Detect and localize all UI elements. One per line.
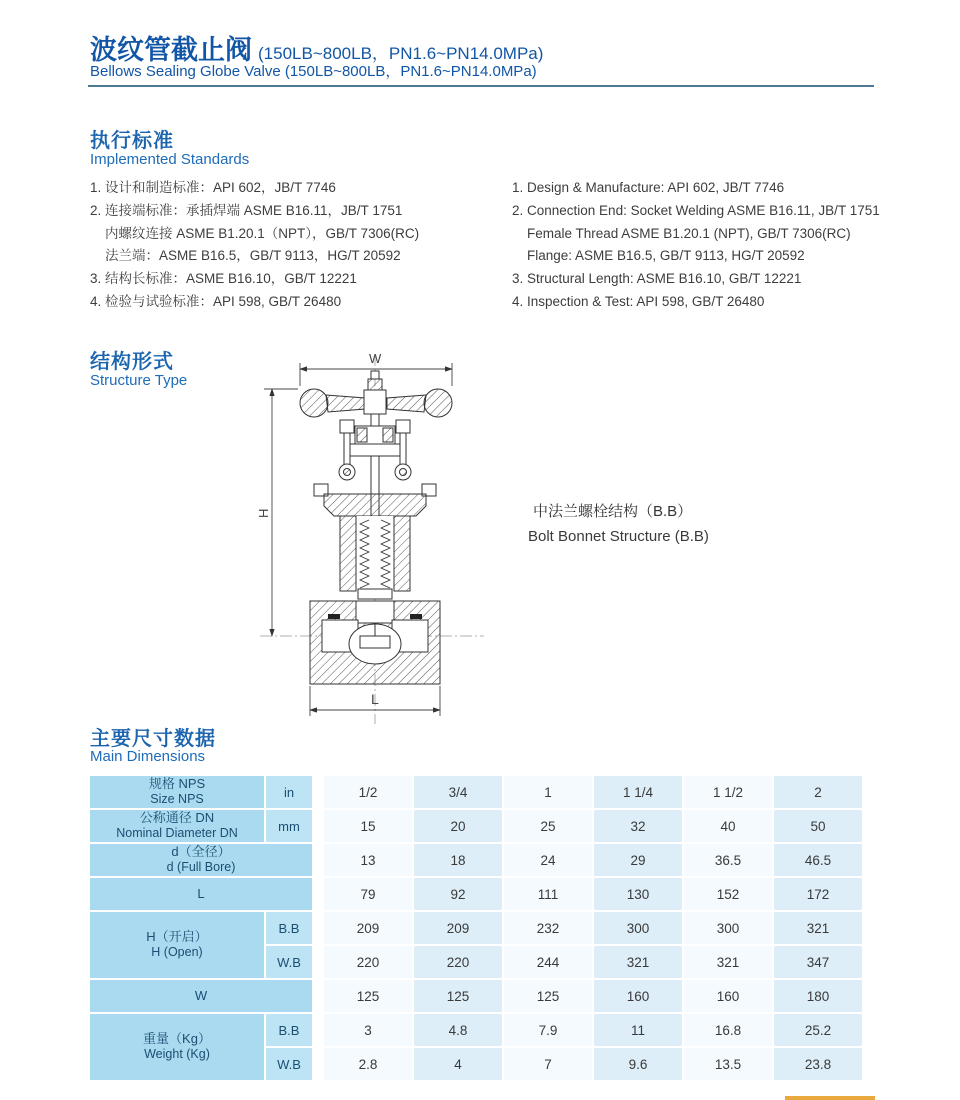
structure-caption-en: Bolt Bonnet Structure (B.B) — [528, 528, 709, 545]
row-label: W — [90, 980, 312, 1012]
table-cell: 25.2 — [774, 1014, 862, 1046]
table-gap — [314, 1014, 322, 1046]
table-cell: 347 — [774, 946, 862, 978]
standards-line: 2. 连接端标准：承插焊端 ASME B16.11，JB/T 1751 — [90, 202, 403, 218]
table-cell: 16.8 — [684, 1014, 772, 1046]
table-cell: 2.8 — [324, 1048, 412, 1080]
row-label: H（开启） H (Open) — [90, 912, 264, 978]
table-cell: 7.9 — [504, 1014, 592, 1046]
standards-line: 3. 结构长标准：ASME B16.10，GB/T 12221 — [90, 271, 357, 287]
standards-line: 2. Connection End: Socket Welding ASME B16.11, JB/T 1751 — [512, 202, 880, 218]
table-cell: 111 — [504, 878, 592, 910]
table-cell: 20 — [414, 810, 502, 842]
page-title-en: Bellows Sealing Globe Valve (150LB~800LB，PN1.6~PN14.0MPa) — [90, 63, 537, 80]
variant-cell: B.B — [266, 1014, 312, 1046]
table-cell: 220 — [414, 946, 502, 978]
dimensions-table — [88, 774, 864, 1082]
structure-caption-zh: 中法兰螺栓结构（B.B） — [533, 503, 693, 520]
table-gap — [314, 844, 322, 876]
table-gap — [314, 878, 322, 910]
table-cell: 220 — [324, 946, 412, 978]
standards-line: Female Thread ASME B1.20.1 (NPT), GB/T 7306(RC) — [527, 225, 851, 241]
dimension-l — [310, 686, 440, 716]
table-cell: 125 — [324, 980, 412, 1012]
unit-cell: in — [266, 776, 312, 808]
table-cell: 3 — [324, 1014, 412, 1046]
table-cell: 1/2 — [324, 776, 412, 808]
valve-cross-section-drawing — [252, 346, 492, 731]
table-gap — [314, 776, 322, 808]
table-cell: 152 — [684, 878, 772, 910]
standards-line: 1. 设计和制造标准：API 602，JB/T 7746 — [90, 180, 336, 195]
table-row — [90, 878, 862, 910]
table-cell: 23.8 — [774, 1048, 862, 1080]
table-cell: 1 — [504, 776, 592, 808]
gland-assembly — [349, 426, 401, 456]
table-cell: 180 — [774, 980, 862, 1012]
standards-line: 1. Design & Manufacture: API 602, JB/T 7746 — [512, 180, 785, 195]
table-cell: 232 — [504, 912, 592, 944]
variant-cell: W.B — [266, 1048, 312, 1080]
row-label: 公称通径 DN Nominal Diameter DN — [90, 810, 264, 842]
table-cell: 160 — [684, 980, 772, 1012]
table-gap — [314, 980, 322, 1012]
table-cell: 36.5 — [684, 844, 772, 876]
table-cell: 1 1/2 — [684, 776, 772, 808]
table-gap — [314, 912, 322, 944]
variant-cell: B.B — [266, 912, 312, 944]
dim-label-h: H — [256, 508, 271, 518]
dimensions-heading-zh: 主要尺寸数据 — [90, 728, 216, 750]
table-cell: 160 — [594, 980, 682, 1012]
variant-cell: W.B — [266, 946, 312, 978]
table-cell: 32 — [594, 810, 682, 842]
unit-cell: mm — [266, 810, 312, 842]
table-gap — [314, 810, 322, 842]
table-row — [90, 844, 862, 876]
standards-list-en — [512, 177, 912, 314]
table-row — [90, 980, 862, 1012]
table-cell: 50 — [774, 810, 862, 842]
table-cell: 321 — [684, 946, 772, 978]
table-row — [90, 912, 862, 944]
table-cell: 4.8 — [414, 1014, 502, 1046]
table-cell: 79 — [324, 878, 412, 910]
standards-heading-zh: 执行标准 — [90, 130, 174, 152]
row-label: L — [90, 878, 312, 910]
table-cell: 25 — [504, 810, 592, 842]
table-cell: 18 — [414, 844, 502, 876]
table-cell: 92 — [414, 878, 502, 910]
table-cell: 29 — [594, 844, 682, 876]
table-gap — [314, 946, 322, 978]
table-cell: 300 — [594, 912, 682, 944]
bellows — [340, 516, 410, 599]
standards-heading-en: Implemented Standards — [90, 151, 250, 168]
table-cell: 15 — [324, 810, 412, 842]
table-cell: 300 — [684, 912, 772, 944]
row-label: 重量（Kg） Weight (Kg) — [90, 1014, 264, 1080]
table-cell: 125 — [504, 980, 592, 1012]
table-cell: 9.6 — [594, 1048, 682, 1080]
table-cell: 13.5 — [684, 1048, 772, 1080]
table-cell: 2 — [774, 776, 862, 808]
standards-line: Flange: ASME B16.5, GB/T 9113, HG/T 20592 — [527, 248, 805, 264]
table-cell: 24 — [504, 844, 592, 876]
table-cell: 321 — [594, 946, 682, 978]
table-cell: 13 — [324, 844, 412, 876]
standards-line: 3. Structural Length: ASME B16.10, GB/T 12221 — [512, 271, 802, 287]
bottom-accent-bar — [785, 1096, 875, 1100]
table-cell: 321 — [774, 912, 862, 944]
table-cell: 1 1/4 — [594, 776, 682, 808]
table-cell: 11 — [594, 1014, 682, 1046]
dimension-h — [256, 389, 298, 636]
table-cell: 40 — [684, 810, 772, 842]
standards-line: 内螺纹连接 ASME B1.20.1（NPT），GB/T 7306(RC) — [105, 225, 420, 241]
page-title-spec: (150LB~800LB，PN1.6~PN14.0MPa) — [258, 44, 544, 63]
structure-heading-en: Structure Type — [90, 372, 188, 389]
table-cell: 130 — [594, 878, 682, 910]
title-divider — [88, 85, 874, 87]
table-cell: 209 — [414, 912, 502, 944]
table-cell: 125 — [414, 980, 502, 1012]
standards-list-zh — [90, 177, 510, 314]
table-cell: 7 — [504, 1048, 592, 1080]
table-gap — [314, 1048, 322, 1080]
table-cell: 244 — [504, 946, 592, 978]
table-cell: 3/4 — [414, 776, 502, 808]
standards-line: 法兰端：ASME B16.5，GB/T 9113，HG/T 20592 — [105, 248, 401, 264]
structure-heading-zh: 结构形式 — [90, 351, 174, 373]
row-label: d（全径） d (Full Bore) — [90, 844, 312, 876]
table-cell: 4 — [414, 1048, 502, 1080]
standards-line: 4. 检验与试验标准：API 598, GB/T 26480 — [90, 293, 342, 309]
table-row — [90, 810, 862, 842]
table-cell: 46.5 — [774, 844, 862, 876]
table-cell: 209 — [324, 912, 412, 944]
table-cell: 172 — [774, 878, 862, 910]
dim-label-l: L — [371, 691, 379, 707]
table-row — [90, 776, 862, 808]
standards-line: 4. Inspection & Test: API 598, GB/T 26480 — [512, 293, 765, 309]
valve-body — [310, 601, 440, 684]
dim-label-w: W — [369, 351, 382, 366]
handwheel — [300, 371, 452, 417]
table-row — [90, 1014, 862, 1046]
dimensions-heading-en: Main Dimensions — [90, 748, 206, 765]
row-label: 规格 NPS Size NPS — [90, 776, 264, 808]
page-title-zh: 波纹管截止阀 — [90, 35, 252, 65]
